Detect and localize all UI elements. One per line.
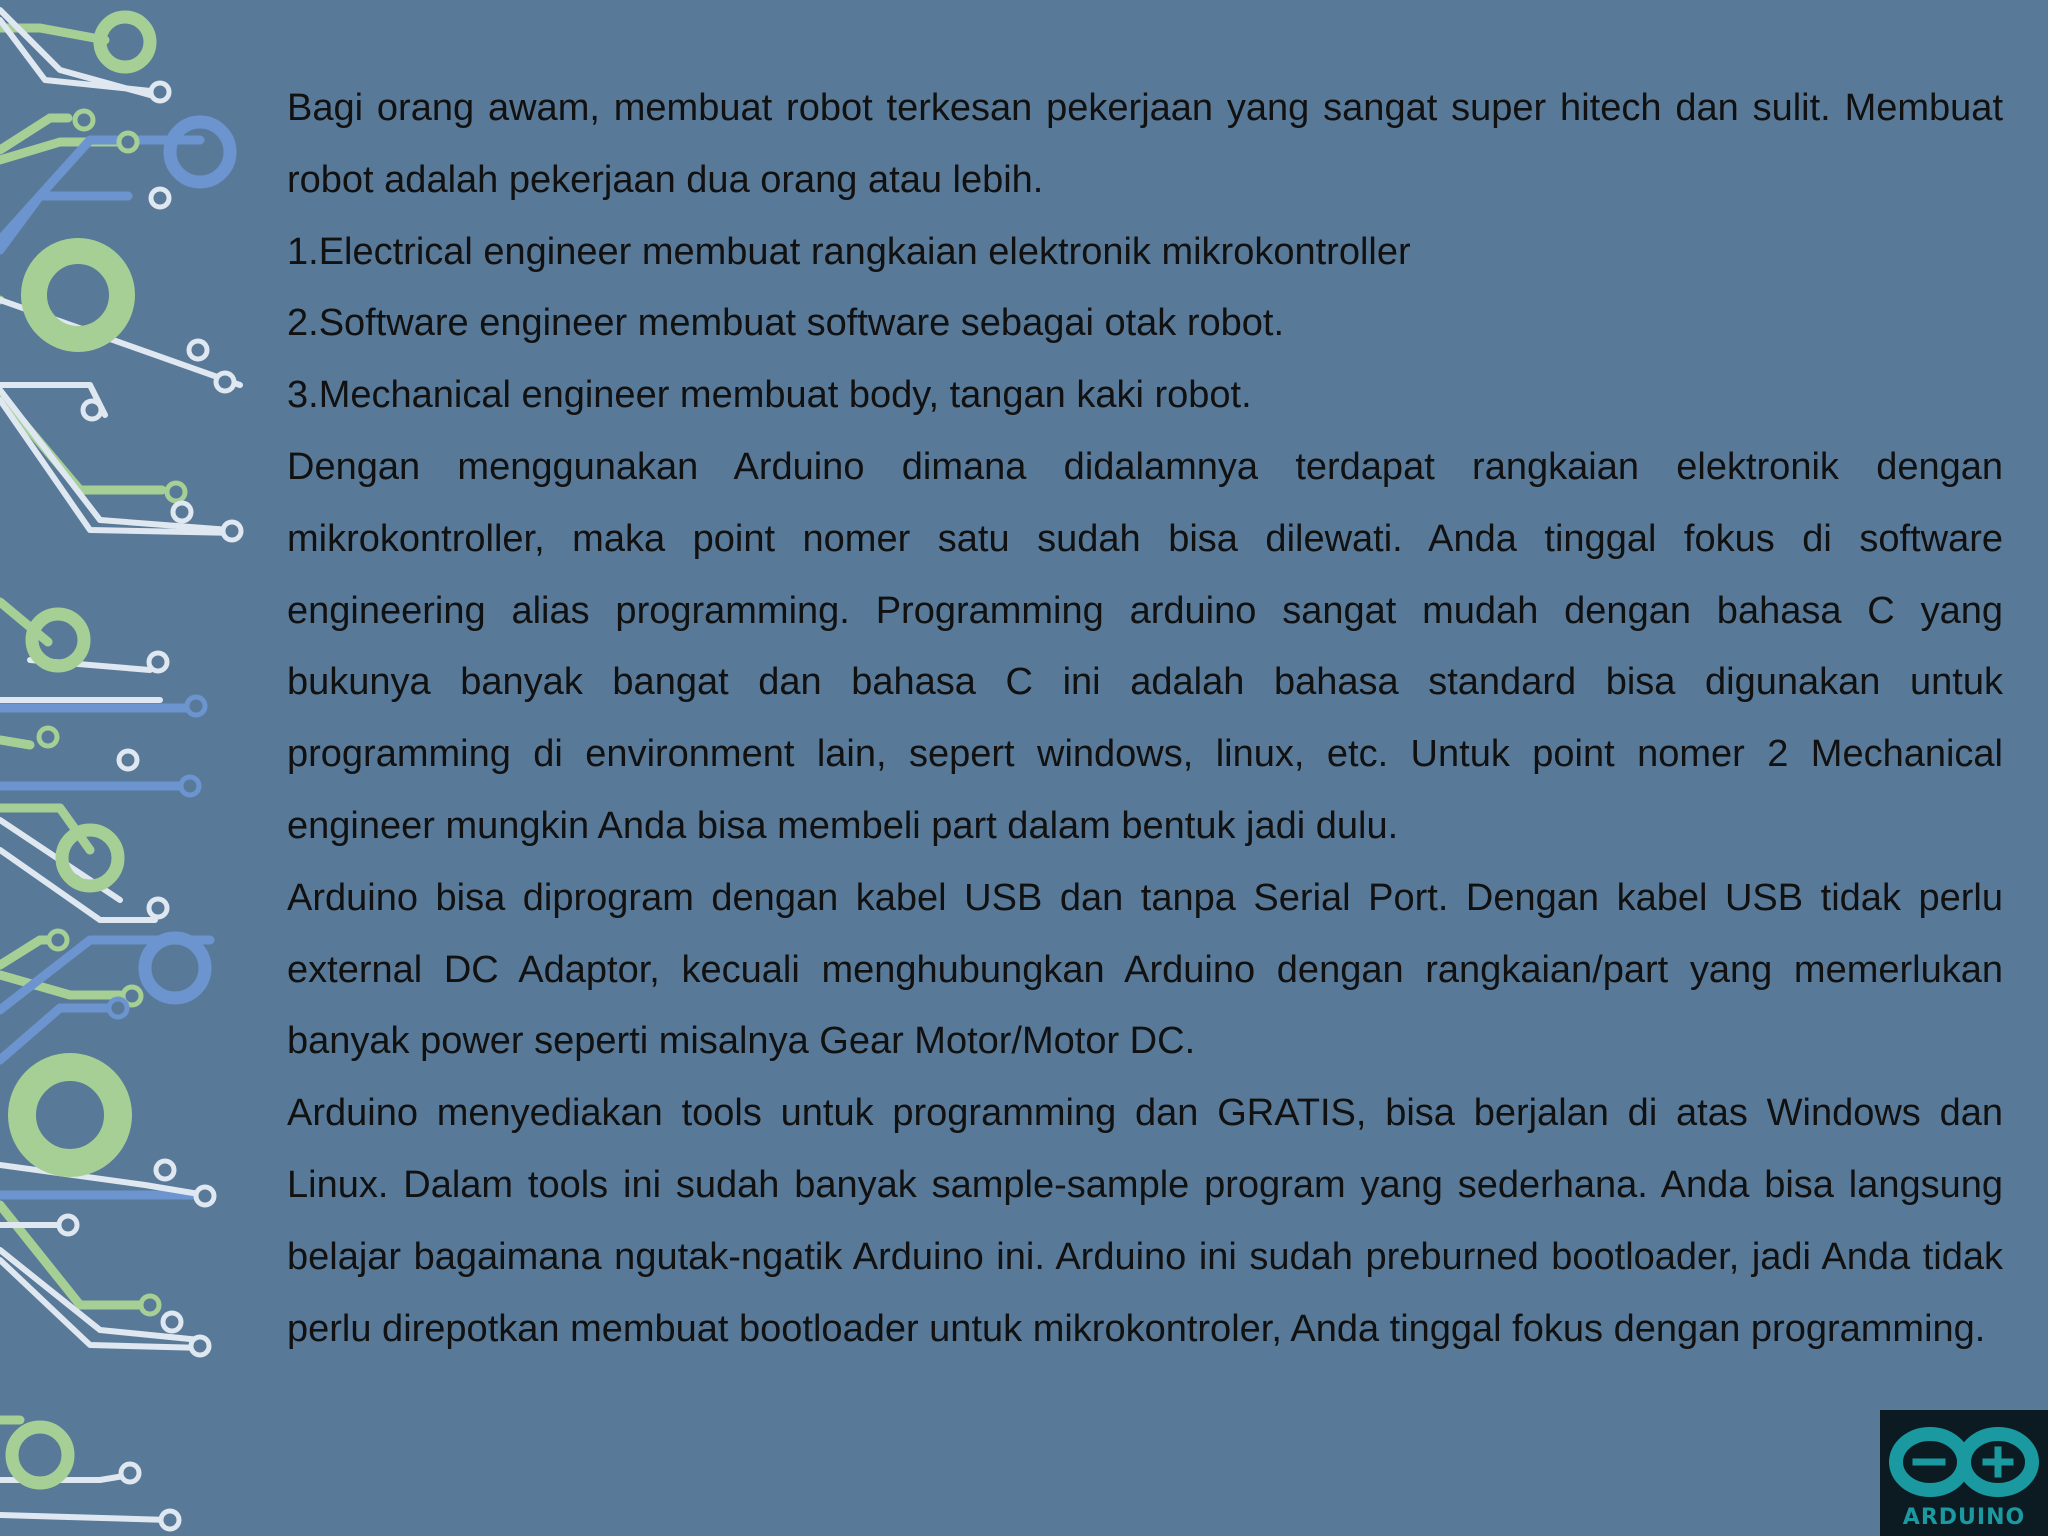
circuit-board-decoration: [0, 0, 260, 1536]
arduino-infinity-icon: [1880, 1410, 2048, 1506]
paragraph-tools: Arduino menyediakan tools untuk programming dan GRATIS, bisa berjalan di atas Windows dan Linux. Dalam tools ini sudah banyak sample-sample program yang sederhana. Anda bisa langsung belajar bagaimana ngutak-ngatik Arduino ini. Arduino ini sudah preburned bootloader, jadi Anda tidak perlu direpotkan membuat bootloader untuk mikrokontroler, Anda tinggal fokus dengan programming.: [287, 1092, 2003, 1350]
paragraph-intro: Bagi orang awam, membuat robot terkesan pekerjaan yang sangat super hitech dan sulit. Membuat robot adalah pekerjaan dua orang atau lebih.: [287, 87, 2003, 201]
arduino-logo-text: ARDUINO: [1902, 1505, 2026, 1530]
list-item-mechanical: 3.Mechanical engineer membuat body, tangan kaki robot.: [287, 374, 1252, 417]
paragraph-usb: Arduino bisa diprogram dengan kabel USB dan tanpa Serial Port. Dengan kabel USB tidak perlu external DC Adaptor, kecuali menghubungkan Arduino dengan rangkaian/part yang memerlukan banyak power seperti misalnya Gear Motor/Motor DC.: [287, 876, 2003, 1063]
list-item-electrical: 1.Electrical engineer membuat rangkaian elektronik mikrokontroller: [287, 230, 1411, 273]
arduino-logo: [1880, 1410, 2048, 1536]
list-item-software: 2.Software engineer membuat software sebagai otak robot.: [287, 302, 1285, 345]
paragraph-arduino-intro: Dengan menggunakan Arduino dimana didalamnya terdapat rangkaian elektronik dengan mikrokontroller, maka point nomer satu sudah bisa dilewati. Anda tinggal fokus di software engineering alias programming. Programming arduino sangat mudah dengan bahasa C yang bukunya banyak bangat dan bahasa C ini adalah bahasa standard bisa digunakan untuk programming di environment lain, sepert windows, linux, etc. Untuk point nomer 2 Mechanical engineer mungkin Anda bisa membeli part dalam bentuk jadi dulu.: [287, 445, 2003, 847]
slide-body-text: [287, 73, 2003, 1365]
